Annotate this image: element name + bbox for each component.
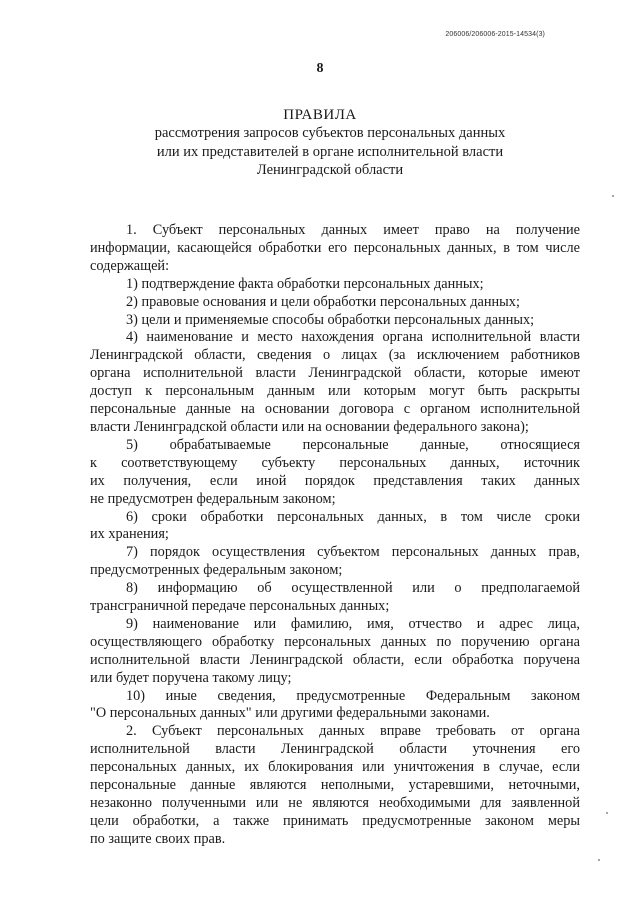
paragraph-line: к соответствующему субъекту персональных данных, источник	[90, 454, 580, 471]
paragraph-line: осуществляющего обработку персональных данных по поручению органа	[90, 633, 580, 650]
paragraph-line: органа исполнительной власти Ленинградской области, которые имеют	[90, 365, 580, 382]
paragraph-line: персональные данные на основании договора с органом исполнительной	[90, 401, 580, 418]
paragraph-line: предусмотренных федеральным законом;	[90, 562, 343, 579]
page-number: 8	[316, 61, 324, 76]
paragraph-line: цели обработки, а также принимать предусмотренные законом меры	[90, 812, 580, 829]
paragraph-line: 2. Субъект персональных данных вправе требовать от органа	[126, 723, 580, 740]
subtitle-line: Ленинградской области	[256, 162, 404, 178]
list-item: 1) подтверждение факта обработки персональных данных;	[126, 275, 484, 292]
list-item: 7) порядок осуществления субъектом персональных данных прав,	[126, 544, 580, 561]
paragraph-line: содержащей:	[90, 257, 170, 274]
paragraph-line: не предусмотрен федеральным законом;	[90, 490, 336, 507]
list-item: 9) наименование или фамилию, имя, отчество и адрес лица,	[126, 615, 580, 632]
list-item: 10) иные сведения, предусмотренные Федеральным законом	[126, 687, 580, 704]
subtitle-line: или их представителей в органе исполнительной власти	[156, 143, 504, 160]
paragraph-line: по защите своих прав.	[90, 830, 226, 847]
list-item: 8) информацию об осуществленной или о предполагаемой	[126, 580, 580, 597]
list-item: 6) сроки обработки персональных данных, в том числе сроки	[126, 508, 580, 525]
list-item: 5) обрабатываемые персональные данные, относящиеся	[126, 436, 580, 453]
paragraph-line: или будет поручена такому лицу;	[90, 669, 292, 686]
paragraph-line: персональных данных, их блокирования или уничтожения в случае, если	[90, 759, 580, 776]
list-item: 3) цели и применяемые способы обработки персональных данных;	[126, 311, 535, 328]
paragraph-line: их получения, если иной порядок представления таких данных	[90, 472, 580, 489]
document-id: 206006/206006-2015-14534(3)	[445, 31, 545, 38]
paragraph-line: 1. Субъект персональных данных имеет право на получение	[126, 222, 580, 238]
paragraph-line: доступ к персональным данным или которым могут быть раскрыты	[90, 383, 580, 400]
paragraph-line: власти Ленинградской области или на основании федерального закона);	[90, 418, 529, 435]
paragraph-line: незаконно полученными или не являются необходимыми для заявленной	[90, 795, 580, 811]
document-title: ПРАВИЛА	[283, 107, 357, 123]
scan-speck	[612, 195, 614, 197]
scan-speck	[598, 859, 600, 861]
document-body	[90, 222, 580, 849]
scan-speck	[606, 812, 608, 814]
list-item: 2) правовые основания и цели обработки персональных данных;	[126, 293, 520, 310]
paragraph-line: их хранения;	[90, 526, 169, 543]
document-subtitle	[120, 124, 540, 180]
paragraph-line: персональные данные являются неполными, устаревшими, неточными,	[90, 777, 580, 794]
paragraph-line: исполнительной власти Ленинградской области уточнения его	[90, 741, 580, 758]
paragraph-line: "О персональных данных" или другими федеральными законами.	[90, 705, 490, 722]
paragraph-line: трансграничной передаче персональных данных;	[90, 598, 390, 615]
paragraph-line: Ленинградской области, сведения о лицах (за исключением работников	[90, 347, 580, 364]
paragraph-line: информации, касающейся обработки его персональных данных, в том числе	[90, 239, 580, 256]
list-item: 4) наименование и место нахождения органа исполнительной власти	[126, 329, 580, 346]
paragraph-line: исполнительной власти Ленинградской области, если обработка поручена	[90, 651, 580, 668]
subtitle-line: рассмотрения запросов субъектов персональных данных	[154, 125, 506, 141]
